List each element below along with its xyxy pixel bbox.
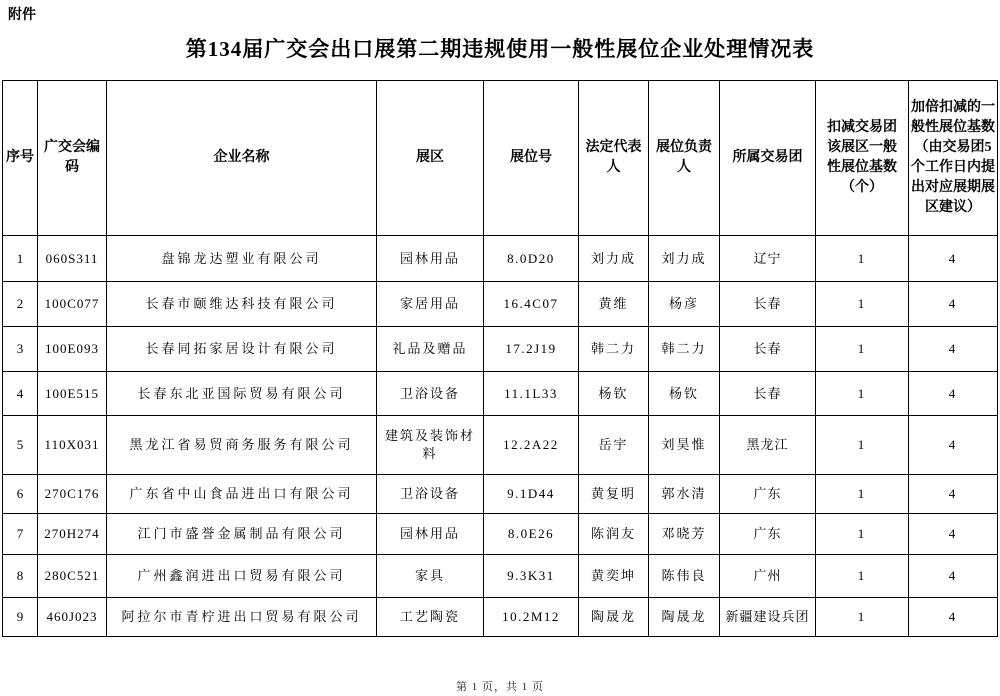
cell-booth-number: 8.0E26 bbox=[484, 514, 579, 555]
cell-trade-delegation: 辽宁 bbox=[720, 236, 816, 282]
cell-trade-delegation: 广州 bbox=[720, 555, 816, 598]
cell-legal-representative: 黄复明 bbox=[579, 475, 649, 514]
cell-legal-representative: 岳宇 bbox=[579, 416, 649, 475]
cell-company-name: 长春市颐维达科技有限公司 bbox=[107, 282, 377, 327]
cell-legal-representative: 杨钦 bbox=[579, 372, 649, 416]
cell-legal-representative: 刘力成 bbox=[579, 236, 649, 282]
column-header-base-deduction: 扣减交易团该展区一般性展位基数（个） bbox=[816, 81, 909, 236]
cell-double-deduction: 4 bbox=[909, 555, 998, 598]
cell-trade-delegation: 新疆建设兵团 bbox=[720, 598, 816, 637]
cell-legal-representative: 陶晟龙 bbox=[579, 598, 649, 637]
cell-trade-delegation: 黑龙江 bbox=[720, 416, 816, 475]
cell-exhibition-section: 礼品及赠品 bbox=[377, 327, 484, 372]
cell-booth-manager: 陈伟良 bbox=[649, 555, 720, 598]
cell-exhibition-section: 卫浴设备 bbox=[377, 475, 484, 514]
table-row bbox=[3, 372, 998, 416]
cell-base-deduction: 1 bbox=[816, 475, 909, 514]
cell-legal-representative: 黄维 bbox=[579, 282, 649, 327]
table-row bbox=[3, 598, 998, 637]
cell-fair-code: 280C521 bbox=[38, 555, 107, 598]
page-footer: 第 1 页，共 1 页 bbox=[456, 681, 544, 693]
penalty-table bbox=[2, 80, 998, 637]
column-header-booth-number: 展位号 bbox=[484, 81, 579, 236]
cell-booth-manager: 韩二力 bbox=[649, 327, 720, 372]
cell-booth-manager: 邓晓芳 bbox=[649, 514, 720, 555]
cell-booth-number: 17.2J19 bbox=[484, 327, 579, 372]
cell-trade-delegation: 长春 bbox=[720, 282, 816, 327]
cell-serial-number: 6 bbox=[3, 475, 38, 514]
attachment-label: 附件 bbox=[8, 6, 36, 22]
cell-base-deduction: 1 bbox=[816, 416, 909, 475]
cell-double-deduction: 4 bbox=[909, 327, 998, 372]
table-row bbox=[3, 475, 998, 514]
table-header-row bbox=[3, 81, 998, 236]
cell-base-deduction: 1 bbox=[816, 555, 909, 598]
column-header-legal-representative: 法定代表人 bbox=[579, 81, 649, 236]
cell-booth-manager: 杨彦 bbox=[649, 282, 720, 327]
cell-legal-representative: 黄奕坤 bbox=[579, 555, 649, 598]
column-header-trade-delegation: 所属交易团 bbox=[720, 81, 816, 236]
cell-company-name: 江门市盛誉金属制品有限公司 bbox=[107, 514, 377, 555]
cell-company-name: 盘锦龙达塑业有限公司 bbox=[107, 236, 377, 282]
cell-trade-delegation: 长春 bbox=[720, 372, 816, 416]
table-row bbox=[3, 327, 998, 372]
cell-exhibition-section: 园林用品 bbox=[377, 514, 484, 555]
cell-trade-delegation: 长春 bbox=[720, 327, 816, 372]
cell-exhibition-section: 卫浴设备 bbox=[377, 372, 484, 416]
cell-booth-number: 12.2A22 bbox=[484, 416, 579, 475]
cell-fair-code: 100E515 bbox=[38, 372, 107, 416]
cell-exhibition-section: 家居用品 bbox=[377, 282, 484, 327]
cell-fair-code: 100E093 bbox=[38, 327, 107, 372]
cell-company-name: 广州鑫润进出口贸易有限公司 bbox=[107, 555, 377, 598]
cell-booth-number: 10.2M12 bbox=[484, 598, 579, 637]
column-header-company-name: 企业名称 bbox=[107, 81, 377, 236]
table-row bbox=[3, 416, 998, 475]
cell-booth-number: 16.4C07 bbox=[484, 282, 579, 327]
table-row bbox=[3, 555, 998, 598]
column-header-fair-code: 广交会编码 bbox=[38, 81, 107, 236]
column-header-double-deduction: 加倍扣减的一般性展位基数（由交易团5个工作日内提出对应展期展区建议） bbox=[909, 81, 998, 236]
cell-double-deduction: 4 bbox=[909, 475, 998, 514]
cell-exhibition-section: 建筑及装饰材料 bbox=[377, 416, 484, 475]
cell-booth-manager: 陶晟龙 bbox=[649, 598, 720, 637]
cell-booth-number: 9.3K31 bbox=[484, 555, 579, 598]
column-header-exhibition-section: 展区 bbox=[377, 81, 484, 236]
cell-fair-code: 460J023 bbox=[38, 598, 107, 637]
cell-exhibition-section: 工艺陶瓷 bbox=[377, 598, 484, 637]
cell-fair-code: 060S311 bbox=[38, 236, 107, 282]
cell-serial-number: 4 bbox=[3, 372, 38, 416]
cell-serial-number: 3 bbox=[3, 327, 38, 372]
cell-serial-number: 7 bbox=[3, 514, 38, 555]
cell-fair-code: 110X031 bbox=[38, 416, 107, 475]
cell-booth-number: 11.1L33 bbox=[484, 372, 579, 416]
cell-booth-number: 9.1D44 bbox=[484, 475, 579, 514]
cell-exhibition-section: 家具 bbox=[377, 555, 484, 598]
cell-booth-manager: 郭水清 bbox=[649, 475, 720, 514]
cell-double-deduction: 4 bbox=[909, 282, 998, 327]
cell-fair-code: 270H274 bbox=[38, 514, 107, 555]
cell-fair-code: 270C176 bbox=[38, 475, 107, 514]
table-row bbox=[3, 514, 998, 555]
cell-base-deduction: 1 bbox=[816, 236, 909, 282]
cell-double-deduction: 4 bbox=[909, 236, 998, 282]
cell-booth-number: 8.0D20 bbox=[484, 236, 579, 282]
cell-legal-representative: 陈润友 bbox=[579, 514, 649, 555]
column-header-serial-number: 序号 bbox=[3, 81, 38, 236]
cell-company-name: 黑龙江省易贸商务服务有限公司 bbox=[107, 416, 377, 475]
table-row bbox=[3, 282, 998, 327]
cell-double-deduction: 4 bbox=[909, 372, 998, 416]
cell-legal-representative: 韩二力 bbox=[579, 327, 649, 372]
cell-base-deduction: 1 bbox=[816, 282, 909, 327]
cell-base-deduction: 1 bbox=[816, 598, 909, 637]
cell-serial-number: 9 bbox=[3, 598, 38, 637]
cell-trade-delegation: 广东 bbox=[720, 514, 816, 555]
cell-company-name: 长春东北亚国际贸易有限公司 bbox=[107, 372, 377, 416]
cell-serial-number: 2 bbox=[3, 282, 38, 327]
cell-trade-delegation: 广东 bbox=[720, 475, 816, 514]
cell-double-deduction: 4 bbox=[909, 416, 998, 475]
cell-company-name: 阿拉尔市青柠进出口贸易有限公司 bbox=[107, 598, 377, 637]
column-header-booth-manager: 展位负责人 bbox=[649, 81, 720, 236]
cell-base-deduction: 1 bbox=[816, 327, 909, 372]
cell-serial-number: 5 bbox=[3, 416, 38, 475]
cell-booth-manager: 刘力成 bbox=[649, 236, 720, 282]
cell-double-deduction: 4 bbox=[909, 598, 998, 637]
cell-booth-manager: 刘昊惟 bbox=[649, 416, 720, 475]
table-row bbox=[3, 236, 998, 282]
page-title: 第134届广交会出口展第二期违规使用一般性展位企业处理情况表 bbox=[185, 37, 815, 61]
cell-company-name: 长春同拓家居设计有限公司 bbox=[107, 327, 377, 372]
cell-base-deduction: 1 bbox=[816, 372, 909, 416]
cell-serial-number: 8 bbox=[3, 555, 38, 598]
cell-exhibition-section: 园林用品 bbox=[377, 236, 484, 282]
cell-serial-number: 1 bbox=[3, 236, 38, 282]
cell-booth-manager: 杨钦 bbox=[649, 372, 720, 416]
cell-company-name: 广东省中山食品进出口有限公司 bbox=[107, 475, 377, 514]
cell-double-deduction: 4 bbox=[909, 514, 998, 555]
cell-base-deduction: 1 bbox=[816, 514, 909, 555]
cell-fair-code: 100C077 bbox=[38, 282, 107, 327]
